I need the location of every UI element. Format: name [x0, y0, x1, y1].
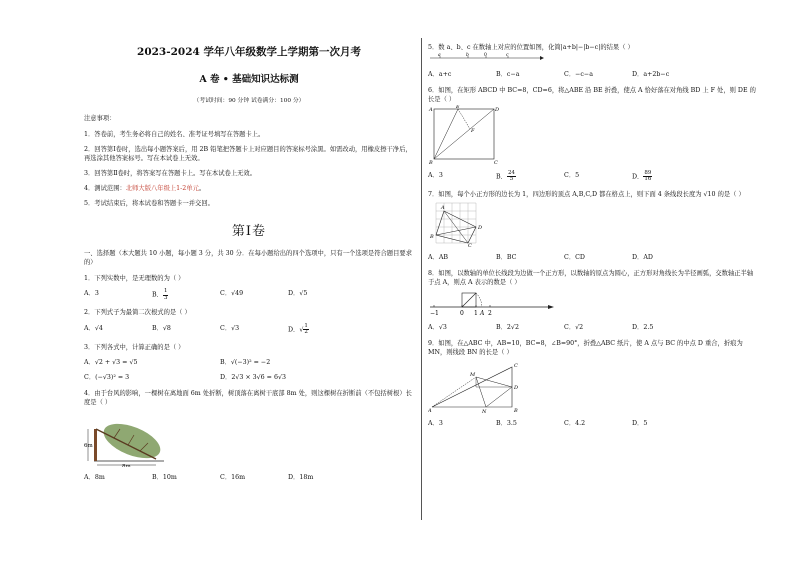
- rectangle-diagram: [428, 105, 508, 165]
- fraction: $\frac{89}{16}$: [644, 169, 652, 182]
- option-a: A．√2 + √3 = √5: [84, 358, 138, 366]
- question-9-options: [428, 419, 758, 428]
- point-c: C: [468, 242, 472, 247]
- fraction: $\frac{1}{3}$: [163, 288, 168, 301]
- point-d: D: [495, 106, 500, 113]
- tree-trunk: [94, 429, 97, 461]
- option-a: A．AB: [428, 253, 449, 261]
- question-3: 3．下列各式中，计算正确的是（ ）: [84, 343, 185, 351]
- number-line-figure: [428, 52, 758, 64]
- option-c: C．(−√3)² = 3: [84, 373, 130, 381]
- tick-2: 2: [488, 310, 492, 317]
- option-d: D．AD: [632, 253, 653, 261]
- option-c: C．√49: [220, 290, 244, 298]
- question-2: 2．下列式子为最简二次根式的是（ ）: [84, 309, 191, 317]
- triangle-figure: [428, 357, 758, 413]
- grid-diagram: [428, 199, 498, 247]
- tick-minus-1: −1: [430, 310, 439, 317]
- note-1: 1．答卷前，考生务必将自己的姓名、准考证号填写在答题卡上。: [84, 130, 265, 138]
- option-c: C．−c−a: [564, 71, 593, 79]
- option-a: A．3: [428, 420, 443, 428]
- option-b: B．3.5: [496, 420, 517, 428]
- tick-0: 0: [460, 310, 464, 317]
- question-4: 4．由于台风的影响，一棵树在离地面 6m 处折断，树顶落在离树干底部 8m 处，则这棵树在折断前（不包括树根）长度是（ ）: [84, 389, 412, 407]
- option-a: A．√4: [84, 324, 103, 332]
- exam-title: 2023-2024 学年八年级数学上学期第一次月考: [137, 46, 361, 58]
- option-d: D．5: [632, 420, 648, 428]
- option-d: D．a+2b−c: [632, 71, 670, 79]
- point-d: D: [478, 224, 483, 231]
- point-m: M: [470, 372, 476, 379]
- option-b: B． $\frac{1}{3}$: [152, 288, 168, 301]
- number-line: [428, 52, 548, 64]
- option-a: A．a+c: [428, 71, 452, 79]
- note-3: 3．回答第Ⅱ卷时，将答案写在答题卡上。写在本试卷上无效。: [84, 169, 257, 177]
- option-c: C．CD: [564, 253, 585, 261]
- question-3-options-cd: [84, 373, 414, 382]
- question-2-options: [84, 324, 414, 336]
- note-2: 2．回答第Ⅰ卷时，选出每小题答案后，用 2B 铅笔把答题卡上对应题目的答案标号涂黑。如需改动，用橡皮擦干净后，再选涂其他答案标号。写在本试卷上无效。: [84, 145, 412, 162]
- option-d: D．√ $\frac{1}{2}$: [288, 322, 308, 336]
- label-b: b: [466, 53, 469, 59]
- test-scope: 北师大版八年级上1-2单元: [125, 185, 199, 192]
- option-d: D．√5: [288, 290, 308, 298]
- point-a: A: [428, 408, 432, 414]
- question-9: 9．如图，在△ABC 中，AB=10，BC=8，∠B=90°，折叠△ABC 纸片，使 A 点与 BC 的中点 D 重合，折痕为 MN，则线段 BN 的长是（ ）: [428, 340, 743, 357]
- section-title: 第Ⅰ卷: [231, 224, 267, 240]
- note-4: 4．测试范围：北师大版八年级上1-2单元。: [84, 185, 206, 192]
- question-6: 6．如图，在矩形 ABCD 中 BC=8，CD=6，将△ABE 沿 BE 折叠，使点 A 恰好落在对角线 BD 上 F 处，则 DE 的长是（ ）: [428, 87, 756, 104]
- fraction: $\frac{24}{5}$: [507, 169, 515, 182]
- left-column: [84, 40, 414, 482]
- triangle-diagram: [428, 357, 538, 413]
- option-a: A．8m: [84, 474, 105, 482]
- point-d: D: [514, 385, 519, 392]
- question-8: 8．如图，以数轴的单位长线段为边做一个正方形，以数轴的原点为圆心，正方形对角线长为半径画弧，交数轴正半轴于点 A，则点 A 表示的数是（ ）: [428, 269, 754, 286]
- option-d: D．2√3 × 3√6 = 6√3: [220, 373, 286, 381]
- label-a: a: [438, 53, 441, 59]
- question-7: 7．如图，每个小正方形的边长为 1，四边形的顶点 A,B,C,D 都在格点上，则下面 4 条线段长度为 √10 的是（ ）: [428, 190, 745, 198]
- question-5: 5．数 a、b、c 在数轴上对应的位置如图，化简|a+b|−|b−c|的结果（ ）: [428, 44, 634, 51]
- label-c: c: [506, 53, 509, 59]
- tick-1: 1: [474, 310, 478, 317]
- point-f: F: [471, 127, 475, 134]
- column-divider: [421, 38, 422, 520]
- option-b: B．2√2: [496, 324, 519, 331]
- option-d: D．2.5: [632, 324, 654, 331]
- option-b: B．√8: [152, 324, 171, 332]
- point-c: C: [514, 363, 518, 370]
- note-5: 5．考试结束后，将本试卷和答题卡一并交回。: [84, 200, 214, 208]
- question-1: 1．下列实数中，是无理数的为（ ）: [84, 275, 185, 283]
- option-b: B．√(−3)² = −2: [220, 358, 271, 366]
- option-c: C．4.2: [564, 420, 586, 428]
- option-b: B．BC: [496, 253, 517, 261]
- point-a: A: [429, 106, 433, 113]
- grid-figure: [428, 199, 758, 247]
- notes-title: 注意事项：: [84, 115, 116, 123]
- arc-figure: [428, 287, 758, 317]
- option-a: A．3: [84, 290, 99, 298]
- tree-figure: [84, 407, 414, 467]
- option-a: A．√3: [428, 324, 447, 331]
- option-b: B．10m: [152, 474, 177, 482]
- option-c: C．√2: [564, 324, 584, 331]
- option-d: D．18m: [288, 474, 314, 482]
- question-4-options: [84, 473, 414, 482]
- question-1-options: [84, 289, 414, 301]
- option-c: C．√3: [220, 324, 240, 332]
- option-b: B．c−a: [496, 71, 520, 79]
- arc-diagram: [428, 287, 558, 317]
- exam-meta: （考试时间：90 分钟 试卷满分：100 分）: [193, 97, 305, 104]
- label-6m: 6m: [84, 443, 93, 450]
- label-0: 0: [484, 53, 487, 59]
- point-c: C: [494, 159, 498, 165]
- option-c: C．16m: [220, 474, 246, 482]
- question-7-options: [428, 253, 758, 262]
- option-b: B． $\frac{24}{5}$: [496, 169, 515, 182]
- option-c: C．5: [564, 171, 580, 179]
- label-8m: 8m: [122, 464, 131, 468]
- fraction: $\frac{1}{2}$: [304, 322, 308, 336]
- point-e: E: [456, 104, 460, 110]
- point-b: B: [429, 159, 433, 165]
- question-8-options: [428, 323, 758, 332]
- section-instructions: 一、选择题（本大题共 10 小题，每小题 3 分，共 30 分．在每小题给出的四个选项中，只有一个选项是符合题目要求的）: [84, 250, 412, 267]
- tick-a: A: [480, 310, 485, 317]
- question-3-options-ab: [84, 358, 414, 367]
- point-b: B: [514, 408, 518, 414]
- question-5-options: [428, 70, 758, 79]
- option-d: D． $\frac{89}{16}$: [632, 169, 652, 182]
- tree-diagram: [84, 407, 184, 467]
- point-a: A: [441, 204, 445, 211]
- rectangle-figure: [428, 105, 758, 165]
- right-column: [428, 40, 758, 429]
- question-6-options: [428, 171, 758, 183]
- option-a: A．3: [428, 171, 443, 179]
- point-b: B: [430, 233, 434, 240]
- point-n: N: [482, 409, 487, 414]
- exam-subtitle: A 卷 • 基础知识达标测: [199, 74, 299, 86]
